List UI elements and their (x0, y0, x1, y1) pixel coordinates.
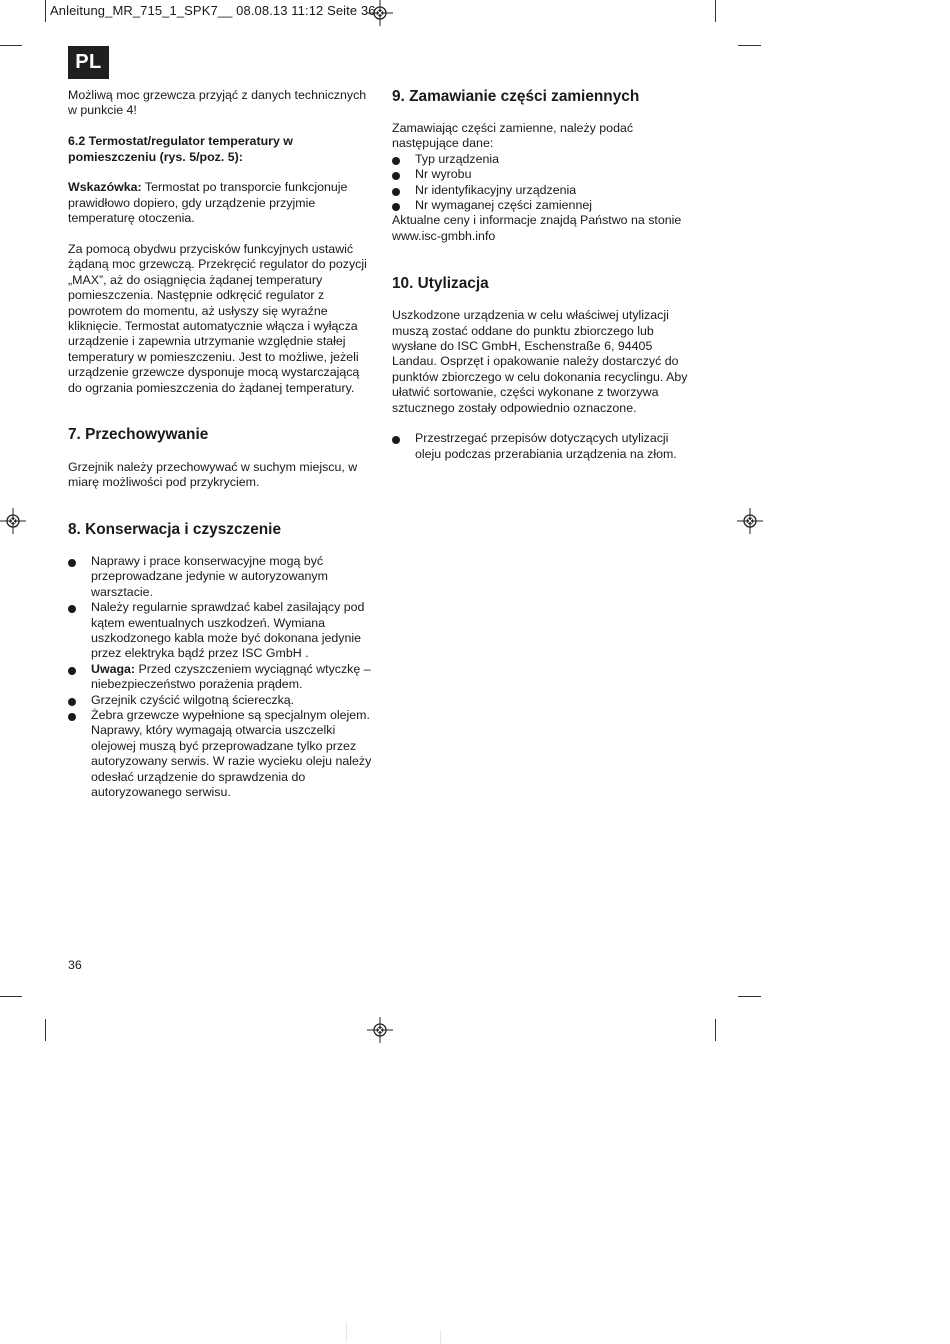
intro-paragraph: Możliwą moc grzewcza przyjąć z danych technicznych w punkcie 4! (68, 88, 367, 118)
section-7-title: 7. Przechowywanie (68, 426, 209, 444)
crosshair-registration-icon (737, 508, 763, 534)
list-item: Żebra grzewcze wypełnione są specjalnym olejem. Naprawy, który wymagają otwarcia uszczelki olejowej muszą być przeprowadzane tylko przez autoryzowany serwis. W razie wycieku oleju należy odesłać urządzenie do sprawdzenia do autoryzowanego serwisu. (68, 708, 372, 800)
section-10-list (392, 431, 698, 462)
crop-mark-bottom-left-h (0, 996, 22, 997)
scan-artifact (346, 1322, 347, 1342)
crop-mark-bottom-right-h (738, 996, 761, 997)
list-item: Grzejnik czyścić wilgotną ściereczką. (68, 693, 372, 708)
section-9-title: 9. Zamawianie części zamiennych (392, 88, 640, 105)
print-slug: Anleitung_MR_715_1_SPK7__ 08.08.13 11:12 Seite 36 (50, 3, 376, 18)
crop-mark-bottom-right-v (715, 1019, 716, 1041)
left-column (68, 88, 372, 800)
list-item: Uwaga: Przed czyszczeniem wyciągnąć wtyczkę – niebezpieczeństwo porażenia prądem. (68, 662, 372, 693)
crop-mark-top-left-v (45, 0, 46, 22)
page-number: 36 (68, 958, 82, 972)
section-10-title: 10. Utylizacja (392, 275, 489, 293)
note-paragraph (68, 180, 372, 226)
crop-mark-top-right-v (715, 0, 716, 22)
language-badge: PL (68, 46, 109, 79)
crop-mark-top-right-h (738, 45, 761, 46)
crosshair-registration-icon (367, 0, 393, 26)
crop-mark-top-left-h (0, 45, 22, 46)
crosshair-registration-icon (0, 508, 26, 534)
note-text: Termostat po transporcie funkcjonuje prawidłowo dopiero, gdy urządzenie przyjmie temperaturę otoczenia. (68, 180, 348, 226)
section-10-text: Uszkodzone urządzenia w celu właściwej utylizacji muszą zostać oddane do punktu zbiorczego lub wysłane do ISC GmbH, Eschenstraße 6, 94405 Landau. Osprzęt i opakowanie należy dostarczyć do punktów zbiorczego w celu dokonania recyclingu. Aby ułatwić sortowanie, części wykonane z tworzywa sztucznego zostały odpowiednio oznaczone. (392, 308, 688, 415)
list-item: Typ urządzenia (392, 152, 698, 167)
scan-artifact (440, 1330, 441, 1344)
list-item: Nr wyrobu (392, 167, 698, 182)
section-9-outro: Aktualne ceny i informacje znajdą Państwo na stonie www.isc-gmbh.info (392, 213, 682, 243)
list-item: Należy regularnie sprawdzać kabel zasilający pod kątem ewentualnych uszkodzeń. Wymiana uszkodzonego kabla może być dokonana jedynie przez elektryka bądź przez ISC GmbH . (68, 600, 372, 662)
crop-mark-bottom-left-v (45, 1019, 46, 1041)
section-9-intro: Zamawiając części zamienne, należy podać następujące dane: (392, 121, 634, 151)
list-item: Przestrzegać przepisów dotyczących utylizacji oleju podczas przerabiania urządzenia na złom. (392, 431, 698, 462)
subsection-6-2-title: 6.2 Termostat/regulator temperatury w pomieszczeniu (rys. 5/poz. 5): (68, 134, 293, 164)
list-item: Nr wymaganej części zamiennej (392, 198, 698, 213)
section-8-title: 8. Konserwacja i czyszczenie (68, 520, 282, 538)
list-item: Nr identyfikacyjny urządzenia (392, 183, 698, 198)
note-label: Wskazówka: (68, 180, 142, 195)
list-item: Naprawy i prace konserwacyjne mogą być przeprowadzane jedynie w autoryzowanym warsztacie. (68, 554, 372, 600)
crosshair-registration-icon (367, 1017, 393, 1043)
thermostat-paragraph: Za pomocą obydwu przycisków funkcyjnych ustawić żądaną moc grzewczą. Przekręcić regulator do pozycji „MAX”, aż do osiągnięcia żądanej temperatury pomieszczenia. Następnie odkręcić regulator z powrotem do momentu, aż usłyszy się wyraźne kliknięcie. Termostat automatycznie włącza i wyłącza urządzenie i zapewnia utrzymanie względnie stałej temperatury w pomieszczeniu. Jest to możliwe, jeżeli urządzenie grzewcze dysponuje mocą wystarczającą do ogrzania pomieszczenia do żądanej temperatury. (68, 242, 367, 395)
right-column (392, 88, 698, 462)
section-9-list (392, 152, 698, 214)
section-7-text: Grzejnik należy przechowywać w suchym miejscu, w miarę możliwości pod przykryciem. (68, 460, 358, 490)
section-8-list (68, 554, 372, 801)
